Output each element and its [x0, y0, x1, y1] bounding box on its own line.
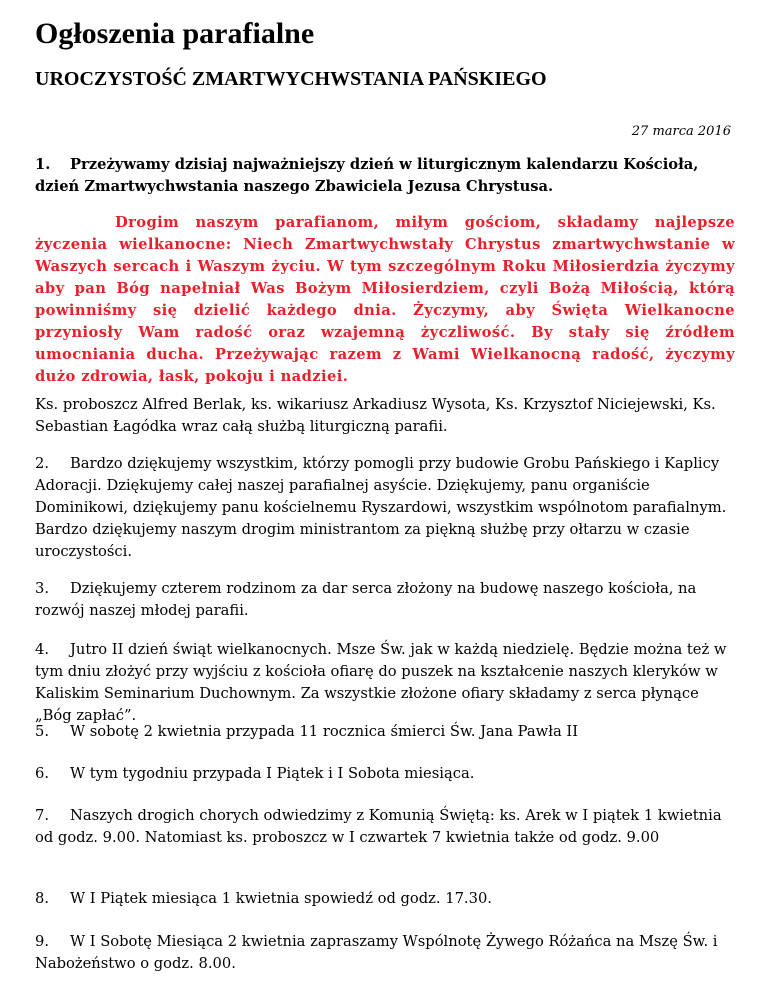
announcement-number: 8.	[35, 890, 50, 907]
announcement-number: 7.	[35, 807, 50, 824]
announcement-text: W I Piątek miesiąca 1 kwietnia spowiedź od godz. 17.30.	[70, 890, 492, 907]
date-line: 27 marca 2016	[631, 124, 731, 139]
announcement-number: 9.	[35, 933, 50, 950]
announcement-number: 1.	[35, 156, 51, 173]
announcement-4	[35, 639, 735, 727]
announcement-text: Jutro II dzień świąt wielkanocnych. Msze Św. jak w każdą niedzielę. Będzie można też w tym dniu złożyć przy wyjściu z kościoła ofiarę do puszek na kształcenie naszych kleryków w Kaliskim Seminarium Duchownym. Za wszystkie złożone ofiary składamy z serca płynące „Bóg zapłać”.	[35, 641, 727, 724]
greeting-text: Drogim naszym parafianom, miłym gościom, składamy najlepsze życzenia wielkanocne: Niech Zmartwychwstały Chrystus zmartwychwstanie w Waszych sercach i Waszym życiu. W tym szczególnym Roku Miłosierdzia życzymy aby pan Bóg napełniał Was Bożym Miłosierdziem, czyli Bożą Miłością, którą powinniśmy się dzielić każdego dnia. Życzymy, aby Święta Wielkanocne przyniosły Wam radość oraz wzajemną życzliwość. By stały się źródłem umocniania ducha. Przeżywając razem z Wami Wielkanocną radość, życzymy dużo zdrowia, łask, pokoju i nadziei.	[35, 214, 735, 385]
announcement-text: Dziękujemy czterem rodzinom za dar serca złożony na budowę naszego kościoła, na rozwój naszej młodej parafii.	[35, 580, 697, 619]
announcement-number: 3.	[35, 580, 50, 597]
announcement-2	[35, 453, 735, 563]
easter-greeting	[35, 212, 735, 388]
announcement-text: Bardzo dziękujemy wszystkim, którzy pomogli przy budowie Grobu Pańskiego i Kaplicy Adoracji. Dziękujemy całej naszej parafialnej asyście. Dziękujemy, panu organiście Dominikowi, dziękujemy panu kościelnemu Ryszardowi, wszystkim wspólnotom parafialnym. Bardzo dziękujemy naszym drogim ministrantom za piękną służbę przy ołtarzu w czasie uroczystości.	[35, 455, 727, 560]
announcement-number: 4.	[35, 641, 50, 658]
announcement-5	[35, 721, 735, 743]
signature: Ks. proboszcz Alfred Berlak, ks. wikariusz Arkadiusz Wysota, Ks. Krzysztof Niciejewski, Ks. Sebastian Łagódka wraz całą służbą liturgiczną parafii.	[35, 396, 716, 435]
announcement-text: W sobotę 2 kwietnia przypada 11 rocznica śmierci Św. Jana Pawła II	[70, 723, 579, 740]
announcement-8	[35, 888, 735, 910]
announcement-text: Przeżywamy dzisiaj najważniejszy dzień w liturgicznym kalendarzu Kościoła, dzień Zmartwychwstania naszego Zbawiciela Jezusa Chrystusa.	[35, 156, 699, 195]
announcement-9	[35, 931, 735, 975]
announcement-text: W tym tygodniu przypada I Piątek i I Sobota miesiąca.	[70, 765, 475, 782]
announcement-number: 2.	[35, 455, 50, 472]
announcement-number: 5.	[35, 723, 50, 740]
announcement-6	[35, 763, 735, 785]
page-title: Ogłoszenia parafialne	[35, 17, 315, 50]
announcement-7	[35, 805, 735, 849]
announcement-1	[35, 154, 735, 198]
page-subtitle: UROCZYSTOŚĆ ZMARTWYCHWSTANIA PAŃSKIEGO	[35, 68, 547, 90]
announcement-text: Naszych drogich chorych odwiedzimy z Komunią Świętą: ks. Arek w I piątek 1 kwietnia od godz. 9.00. Natomiast ks. proboszcz w I czwartek 7 kwietnia także od godz. 9.00	[35, 807, 722, 846]
announcement-number: 6.	[35, 765, 50, 782]
announcement-3	[35, 578, 735, 622]
announcement-text: W I Sobotę Miesiąca 2 kwietnia zapraszamy Wspólnotę Żywego Różańca na Mszę Św. i Nabożeństwo o godz. 8.00.	[35, 933, 718, 972]
